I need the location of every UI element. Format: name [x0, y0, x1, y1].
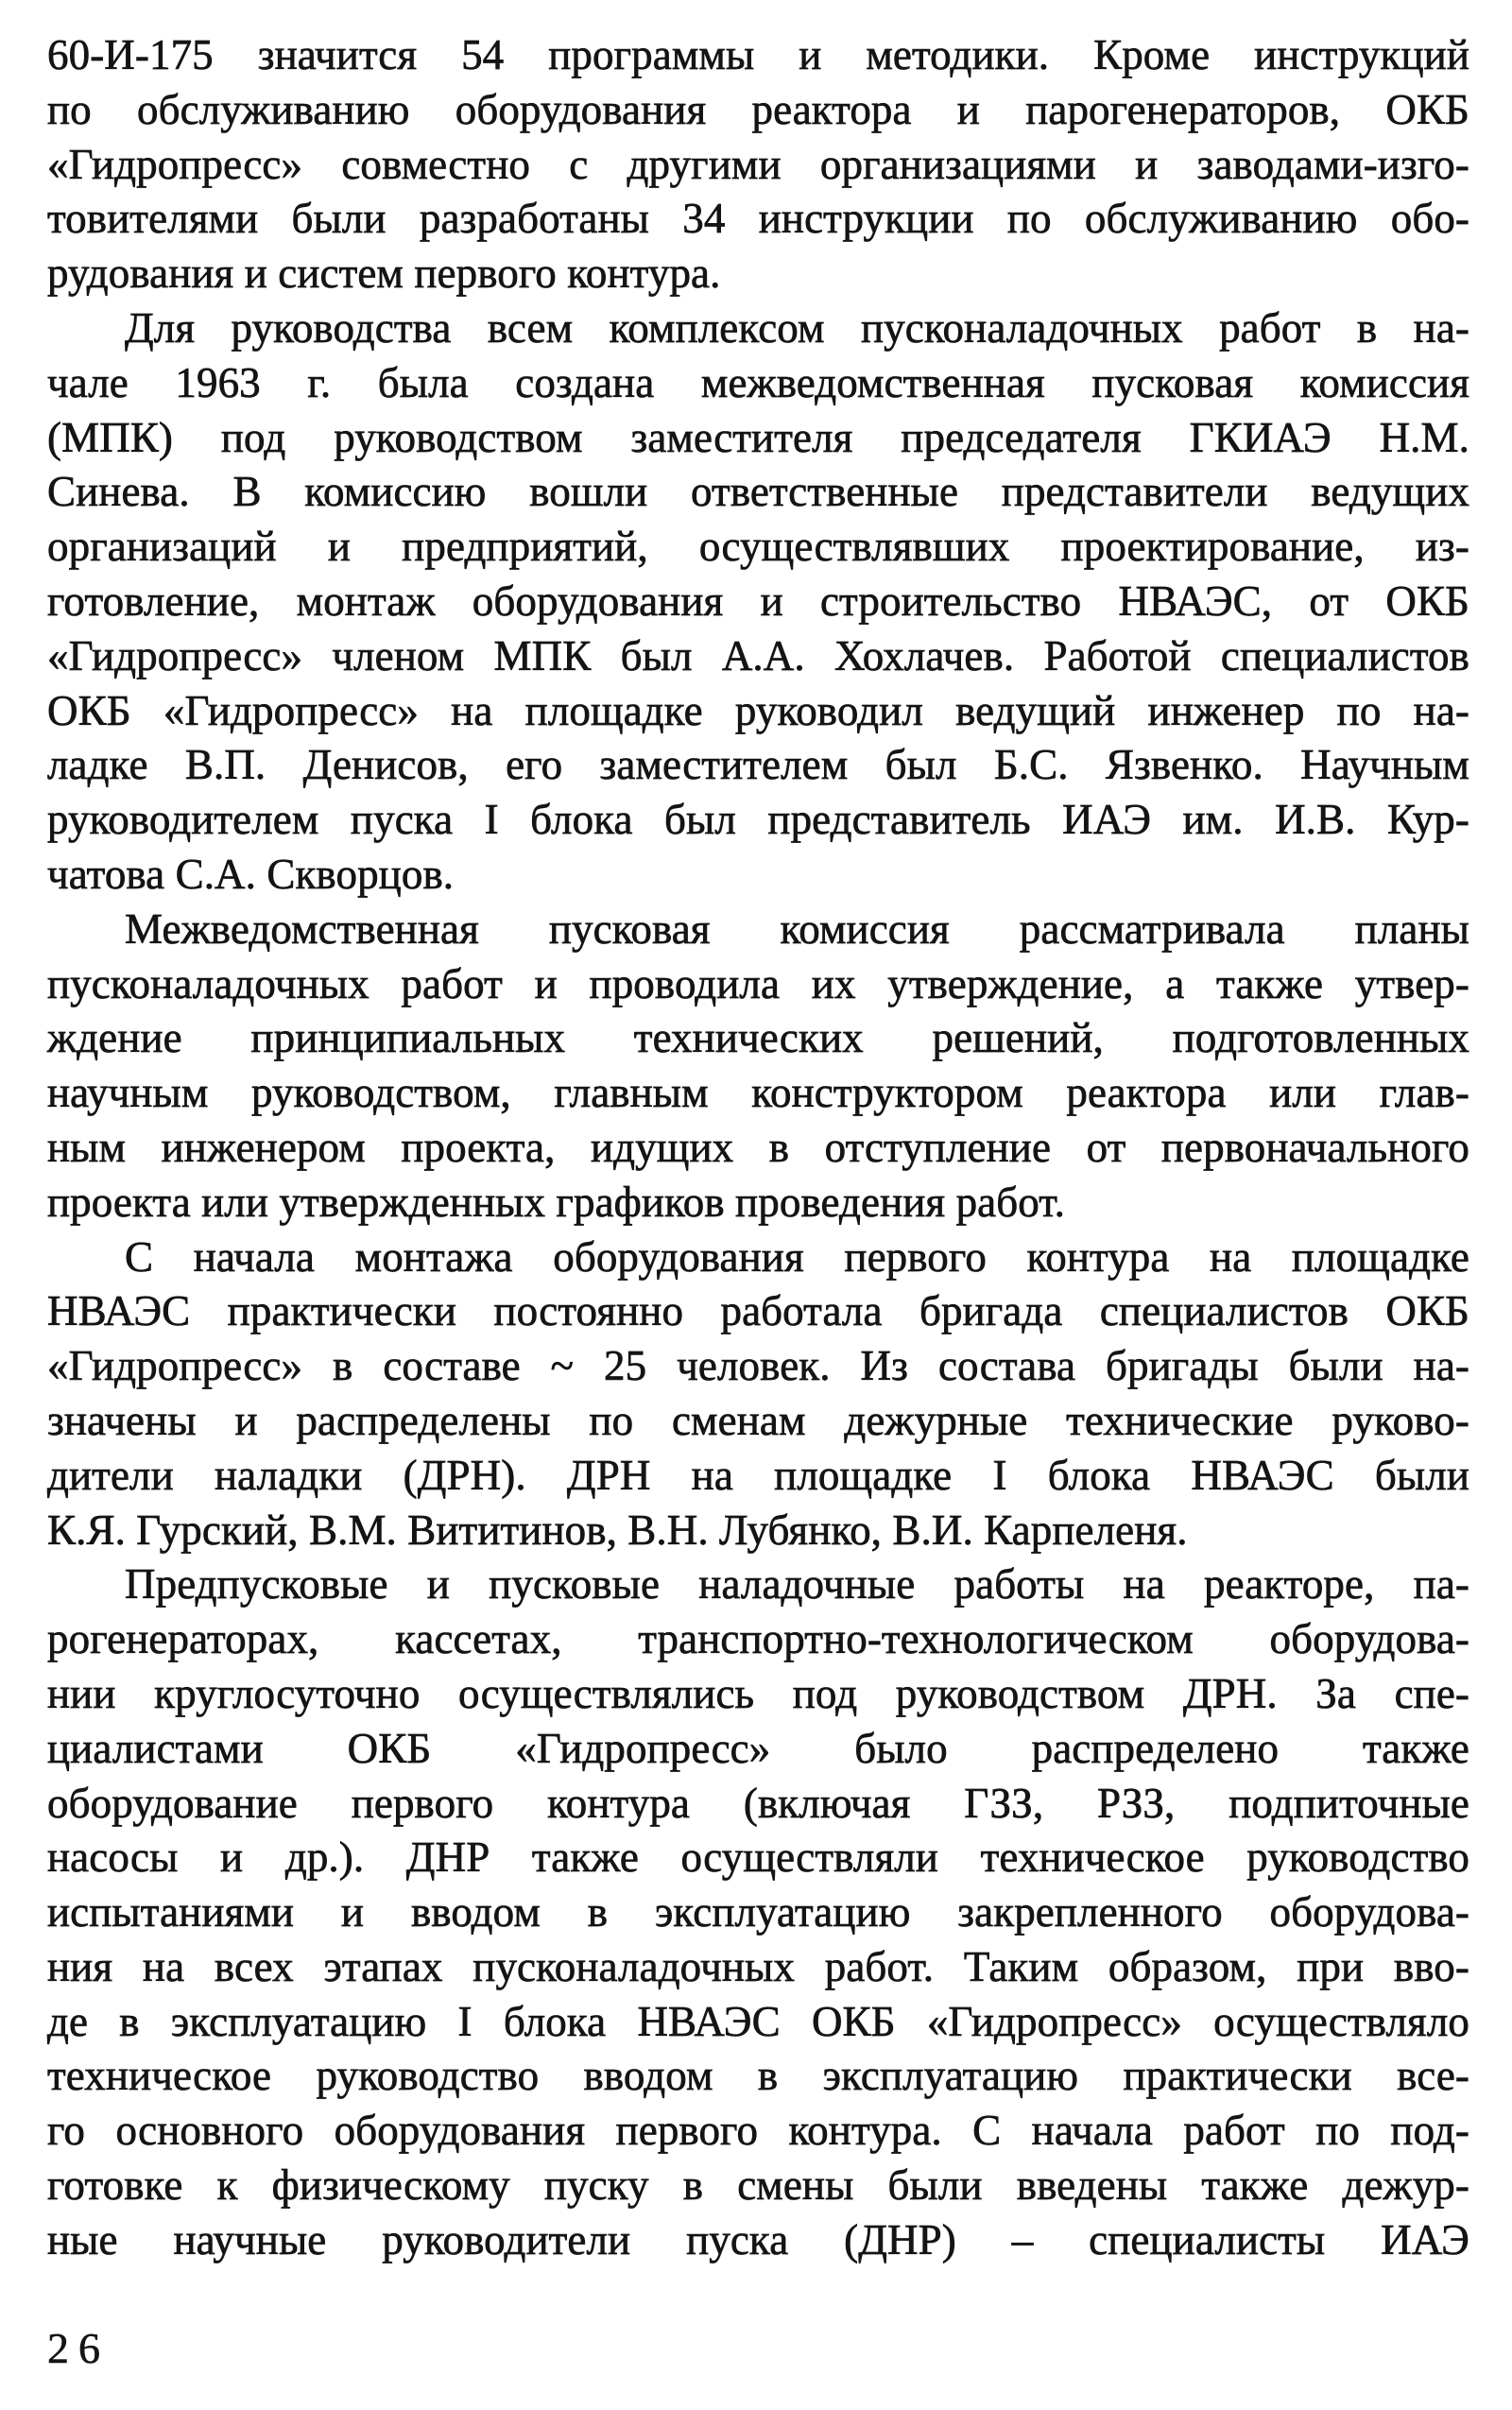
body-text [47, 28, 1469, 2268]
text-line: научным руководством, главным конструктором реактора или глав- [47, 1069, 1469, 1117]
text-line: Для руководства всем комплексом пусконаладочных работ в на- [125, 303, 1469, 352]
text-line: оборудование первого контура (включая ГЗЗ, РЗЗ, подпиточные [47, 1779, 1469, 1827]
paragraph [47, 28, 1469, 301]
text-line: готовление, монтаж оборудования и строительство НВАЭС, от ОКБ [47, 577, 1469, 625]
text-line: рудования и систем первого контура. [47, 250, 721, 298]
text-line: К.Я. Гурский, В.М. Вититинов, В.Н. Лубянко, В.И. Карпеленя. [47, 1506, 1188, 1554]
text-line: «Гидропресс» совместно с другими организациями и заводами-изго- [47, 140, 1469, 188]
text-line: рогенераторах, кассетах, транспортно-технологическом оборудова- [47, 1615, 1469, 1663]
text-line: Межведомственная пусковая комиссия рассматривала планы [125, 904, 1469, 953]
text-line: дители наладки (ДРН). ДРН на площадке I блока НВАЭС были [47, 1451, 1469, 1499]
text-line: ОКБ «Гидропресс» на площадке руководил ведущий инженер по на- [47, 686, 1469, 734]
text-line: Предпусковые и пусковые наладочные работы на реакторе, па- [125, 1560, 1469, 1609]
text-line: ждение принципиальных технических решений, подготовленных [47, 1014, 1469, 1062]
paragraph [47, 1231, 1469, 1558]
text-line: ным инженером проекта, идущих в отступление от первоначального [47, 1123, 1469, 1171]
text-line: чатова С.А. Скворцов. [47, 850, 455, 898]
text-line: Синева. В комиссию вошли ответственные представители ведущих [47, 468, 1469, 516]
text-line: С начала монтажа оборудования первого контура на площадке [125, 1232, 1469, 1281]
text-line: проекта или утвержденных графиков проведения работ. [47, 1178, 1065, 1226]
text-line: «Гидропресс» в составе ~ 25 человек. Из состава бригады были на- [47, 1342, 1469, 1390]
paragraph [47, 301, 1469, 903]
text-line: насосы и др.). ДНР также осуществляли техническое руководство [47, 1833, 1469, 1882]
text-line: испытаниями и вводом в эксплуатацию закрепленного оборудова- [47, 1888, 1469, 1937]
text-line: 60-И-175 значится 54 программы и методики. Кроме инструкций [47, 31, 1469, 78]
text-line: де в эксплуатацию I блока НВАЭС ОКБ «Гидропресс» осуществляло [47, 1997, 1469, 2045]
text-line: по обслуживанию оборудования реактора и парогенераторов, ОКБ [47, 85, 1469, 133]
text-line: руководителем пуска I блока был представитель ИАЭ им. И.В. Кур- [47, 796, 1469, 844]
text-line: нии круглосуточно осуществлялись под руководством ДРН. За спе- [47, 1669, 1469, 1717]
paragraph [47, 903, 1469, 1231]
paragraph [47, 1558, 1469, 2267]
page-number: 26 [47, 2324, 110, 2372]
text-line: «Гидропресс» членом МПК был А.А. Хохлачев. Работой специалистов [47, 631, 1469, 680]
text-line: ные научные руководители пуска (ДНР) – специалисты ИАЭ [47, 2215, 1469, 2264]
text-line: (МПК) под руководством заместителя председателя ГКИАЭ Н.М. [47, 413, 1469, 461]
text-line: товителями были разработаны 34 инструкции по обслуживанию обо- [47, 195, 1469, 243]
text-line: пусконаладочных работ и проводила их утверждение, а также утвер- [47, 959, 1469, 1007]
text-line: циалистами ОКБ «Гидропресс» было распределено также [47, 1724, 1469, 1772]
text-line: го основного оборудования первого контура. С начала работ по под- [47, 2107, 1469, 2155]
text-line: ния на всех этапах пусконаладочных работ. Таким образом, при вво- [47, 1942, 1469, 1990]
text-line: ладке В.П. Денисов, его заместителем был Б.С. Язвенко. Научным [47, 741, 1469, 789]
text-line: техническое руководство вводом в эксплуатацию практически все- [47, 2052, 1469, 2100]
text-line: значены и распределены по сменам дежурные технические руково- [47, 1396, 1469, 1444]
text-line: чале 1963 г. была создана межведомственная пусковая комиссия [47, 358, 1469, 406]
text-line: готовке к физическому пуску в смены были введены также дежур- [47, 2161, 1469, 2210]
text-line: НВАЭС практически постоянно работала бригада специалистов ОКБ [47, 1287, 1469, 1335]
text-line: организаций и предприятий, осуществлявших проектирование, из- [47, 523, 1469, 571]
